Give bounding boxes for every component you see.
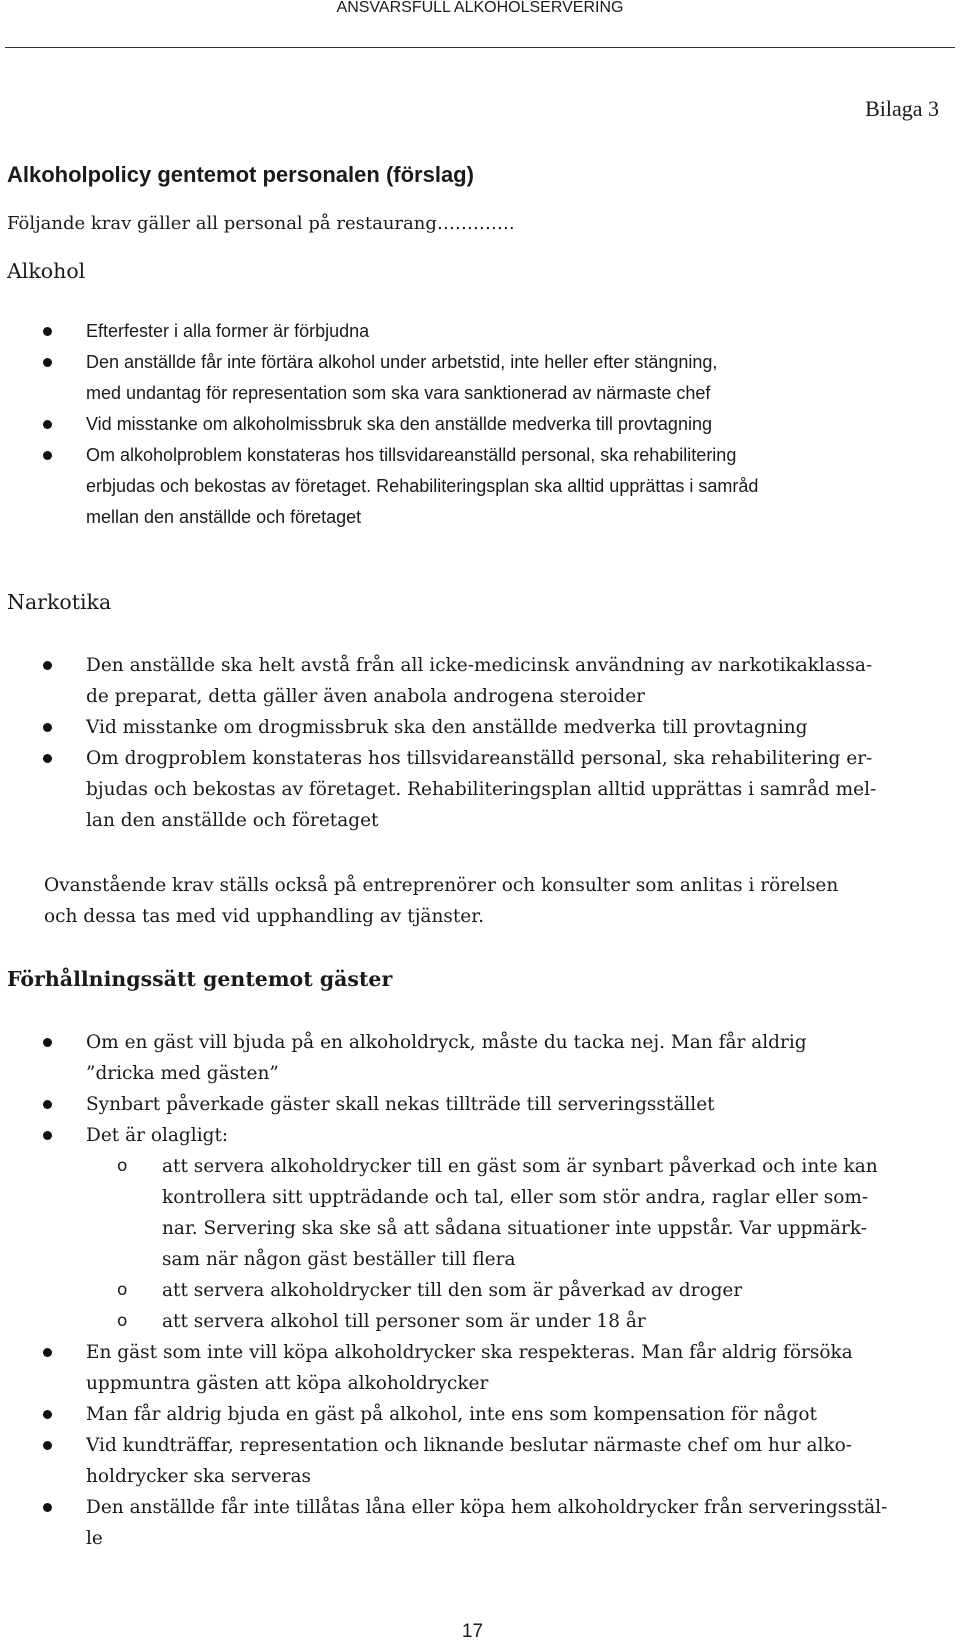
list-item (0, 1337, 960, 1399)
list-item (0, 743, 960, 836)
alkohol-list (0, 316, 960, 533)
list-item (0, 347, 960, 409)
running-header: ANSVARSFULL ALKOHOLSERVERING (336, 0, 624, 16)
circle-bullet-icon: o (117, 1311, 128, 1331)
list-item-line: att servera alkoholdrycker till den som är påverkad av droger (162, 1280, 743, 1301)
olagligt-sublist (86, 1151, 950, 1337)
list-item-line: de preparat, detta gäller även anabola androgena steroider (86, 686, 645, 707)
list-item-line: uppmuntra gästen att köpa alkoholdrycker (86, 1373, 489, 1394)
bullet-icon (43, 1503, 52, 1512)
list-item-line: Det är olagligt: (86, 1125, 229, 1146)
list-item-line: Den anställde får inte tillåtas låna eller köpa hem alkoholdrycker från serveringsstäl- (86, 1497, 888, 1518)
list-item-line: bjudas och bekostas av företaget. Rehabiliteringsplan alltid upprättas i samråd mel- (86, 779, 877, 800)
bullet-icon (43, 1441, 52, 1450)
list-item-line: lan den anställde och företaget (86, 810, 379, 831)
bullet-icon (43, 358, 52, 367)
list-item-line: att servera alkohol till personer som är under 18 år (162, 1311, 646, 1332)
list-item (0, 1027, 960, 1089)
bullet-icon (43, 327, 52, 336)
list-item (0, 316, 960, 347)
appendix-label: Bilaga 3 (865, 96, 939, 121)
bullet-icon (43, 1410, 52, 1419)
list-item-line: Efterfester i alla former är förbjudna (86, 321, 370, 341)
list-item (0, 440, 960, 533)
list-item-line: Om drogproblem konstateras hos tillsvidareanställd personal, ska rehabilitering er- (86, 748, 873, 769)
intro-text: Följande krav gäller all personal på restaurang…………. (7, 213, 515, 234)
header-divider (5, 47, 955, 48)
section-heading-alkohol: Alkohol (7, 259, 86, 283)
list-item (0, 409, 960, 440)
bullet-icon (43, 1348, 52, 1357)
bullet-icon (43, 1038, 52, 1047)
paragraph-line: Ovanstående krav ställs också på entreprenörer och konsulter som anlitas i rörelsen (44, 875, 839, 896)
list-item-line: nar. Servering ska ske så att sådana situationer inte uppstår. Var uppmärk- (162, 1218, 867, 1239)
list-item (0, 650, 960, 712)
list-item (0, 712, 960, 743)
list-item-line: att servera alkoholdrycker till en gäst som är synbart påverkad och inte kan (162, 1156, 878, 1177)
sub-list-item (86, 1275, 950, 1306)
list-item-line: Den anställde får inte förtära alkohol under arbetstid, inte heller efter stängning, (86, 352, 718, 372)
sub-list-item (86, 1151, 950, 1275)
list-item-line: Vid misstanke om alkoholmissbruk ska den anställde medverka till provtagning (86, 414, 712, 434)
list-item-line: ”dricka med gästen” (86, 1063, 279, 1084)
list-item-line: mellan den anställde och företaget (86, 507, 362, 527)
bullet-icon (43, 1100, 52, 1109)
list-item (0, 1089, 960, 1120)
section-heading-narkotika: Narkotika (7, 590, 112, 614)
circle-bullet-icon: o (117, 1156, 128, 1176)
page-number: 17 (461, 1621, 484, 1642)
bullet-icon (43, 754, 52, 763)
list-item-line: erbjudas och bekostas av företaget. Rehabiliteringsplan ska alltid upprättas i samråd (86, 476, 759, 496)
list-item-line: sam när någon gäst beställer till flera (162, 1249, 516, 1270)
circle-bullet-icon: o (117, 1280, 128, 1300)
list-item-line: kontrollera sitt uppträdande och tal, eller som stör andra, raglar eller som- (162, 1187, 869, 1208)
list-item-line: Man får aldrig bjuda en gäst på alkohol, inte ens som kompensation för något (86, 1404, 817, 1425)
contractor-paragraph (44, 870, 838, 932)
list-item-line: Den anställde ska helt avstå från all icke-medicinsk användning av narkotikaklassa- (86, 655, 873, 676)
bullet-icon (43, 661, 52, 670)
section-heading-gaster: Förhållningssätt gentemot gäster (7, 967, 393, 991)
list-item-line: Om alkoholproblem konstateras hos tillsvidareanställd personal, ska rehabilitering (86, 445, 737, 465)
list-item-line: En gäst som inte vill köpa alkoholdrycker ska respekteras. Man får aldrig försöka (86, 1342, 853, 1363)
list-item (0, 1120, 960, 1337)
bullet-icon (43, 723, 52, 732)
page-title: Alkoholpolicy gentemot personalen (förslag) (7, 162, 474, 187)
sub-list-item (86, 1306, 950, 1337)
gaster-list (0, 1027, 960, 1554)
bullet-icon (43, 1131, 52, 1140)
list-item-line: med undantag för representation som ska vara sanktionerad av närmaste chef (86, 383, 711, 403)
list-item-line: Synbart påverkade gäster skall nekas tillträde till serveringsstället (86, 1094, 715, 1115)
list-item-line: Vid misstanke om drogmissbruk ska den anställde medverka till provtagning (86, 717, 808, 738)
list-item-line: Vid kundträffar, representation och liknande beslutar närmaste chef om hur alko- (86, 1435, 853, 1456)
list-item-line: holdrycker ska serveras (86, 1466, 312, 1487)
list-item (0, 1492, 960, 1554)
list-item-line: le (86, 1528, 103, 1549)
list-item (0, 1399, 960, 1430)
bullet-icon (43, 451, 52, 460)
list-item (0, 1430, 960, 1492)
narkotika-list (0, 650, 960, 836)
paragraph-line: och dessa tas med vid upphandling av tjänster. (44, 906, 484, 927)
list-item-line: Om en gäst vill bjuda på en alkoholdryck, måste du tacka nej. Man får aldrig (86, 1032, 807, 1053)
bullet-icon (43, 420, 52, 429)
